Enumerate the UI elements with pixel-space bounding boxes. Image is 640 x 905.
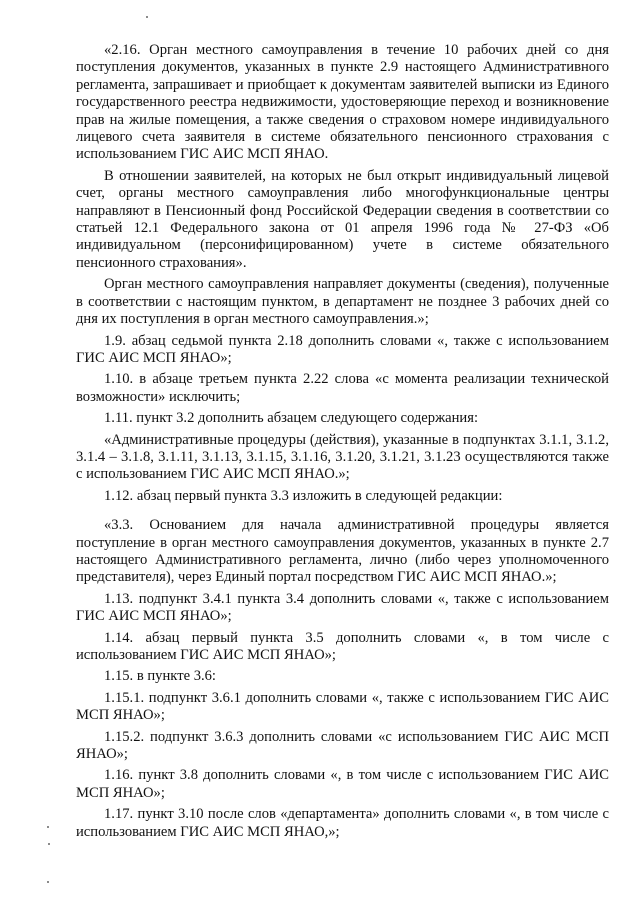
paragraph-2-16: «2.16. Орган местного самоуправления в течение 10 рабочих дней со дня поступления документов, указанных в пункте 2.9 настоящего Административного регламента, запрашивает и приобщает к документам заявителей выписки из Единого государственного реестра недвижимости, удостоверяющие переход и возникновение прав на жилые помещения, а также сведения о страховом номере индивидуального лицевого счета заявителя в системе обязательного пенсионного страхования с использованием ГИС АИС МСП ЯНАО. — [76, 42, 609, 163]
scan-speck — [47, 881, 49, 883]
document-page — [76, 42, 609, 845]
paragraph-1-9: 1.9. абзац седьмой пункта 2.18 дополнить словами «, также с использованием ГИС АИС МСП ЯНАО»; — [76, 332, 609, 366]
scan-speck — [47, 826, 49, 828]
paragraph-pension-fund: В отношении заявителей, на которых не был открыт индивидуальный лицевой счет, органы местного самоуправления либо многофункциональные центры направляют в Пенсионный фонд Российской Федерации сведения в соответствии со статьей 12.1 Федерального закона от 01 апреля 1996 года № 27-ФЗ «Об индивидуальном (персонифицированном) учете в системе обязательного пенсионного страхования». — [76, 167, 609, 271]
paragraph-1-16: 1.16. пункт 3.8 дополнить словами «, в том числе с использованием ГИС АИС МСП ЯНАО»; — [76, 767, 609, 801]
paragraph-1-15-1: 1.15.1. подпункт 3.6.1 дополнить словами «, также с использованием ГИС АИС МСП ЯНАО»; — [76, 689, 609, 724]
paragraph-1-15: 1.15. в пункте 3.6: — [104, 668, 216, 685]
scan-speck — [146, 16, 148, 18]
paragraph-1-14: 1.14. абзац первый пункта 3.5 дополнить словами «, в том числе с использованием ГИС АИС МСП ЯНАО»; — [76, 629, 609, 663]
paragraph-1-12: 1.12. абзац первый пункта 3.3 изложить в следующей редакции: — [104, 487, 503, 504]
paragraph-1-11: 1.11. пункт 3.2 дополнить абзацем следующего содержания: — [104, 410, 479, 427]
scan-speck — [48, 843, 50, 845]
paragraph-1-17: 1.17. пункт 3.10 после слов «департамента» дополнить словами «, в том числе с использованием ГИС АИС МСП ЯНАО,»; — [76, 806, 609, 840]
paragraph-3-3: «3.3. Основанием для начала административной процедуры является поступление в орган местного самоуправления документов, указанных в пункте 2.7 настоящего Административного регламента, лично (либо через уполномоченного представителя), через Единый портал посредством ГИС АИС МСП ЯНАО.»; — [76, 517, 609, 586]
paragraph-1-13: 1.13. подпункт 3.4.1 пункта 3.4 дополнить словами «, также с использованием ГИС АИС МСП ЯНАО»; — [76, 590, 609, 625]
paragraph-admin-procedures: «Административные процедуры (действия), указанные в подпунктах 3.1.1, 3.1.2, 3.1.4 – 3.1.8, 3.1.11, 3.1.13, 3.1.15, 3.1.16, 3.1.20, 3.1.21, 3.1.23 осуществляются также с использованием ГИС АИС МСП ЯНАО.»; — [76, 431, 609, 483]
paragraph-local-authority: Орган местного самоуправления направляет документы (сведения), полученные в соответствии с настоящим пунктом, в департамент не позднее 3 рабочих дней со дня их поступления в орган местного самоуправления.»; — [76, 276, 609, 328]
paragraph-1-10: 1.10. в абзаце третьем пункта 2.22 слова «с момента реализации технической возможности» исключить; — [76, 371, 609, 405]
paragraph-1-15-2: 1.15.2. подпункт 3.6.3 дополнить словами «с использованием ГИС АИС МСП ЯНАО»; — [76, 728, 609, 763]
